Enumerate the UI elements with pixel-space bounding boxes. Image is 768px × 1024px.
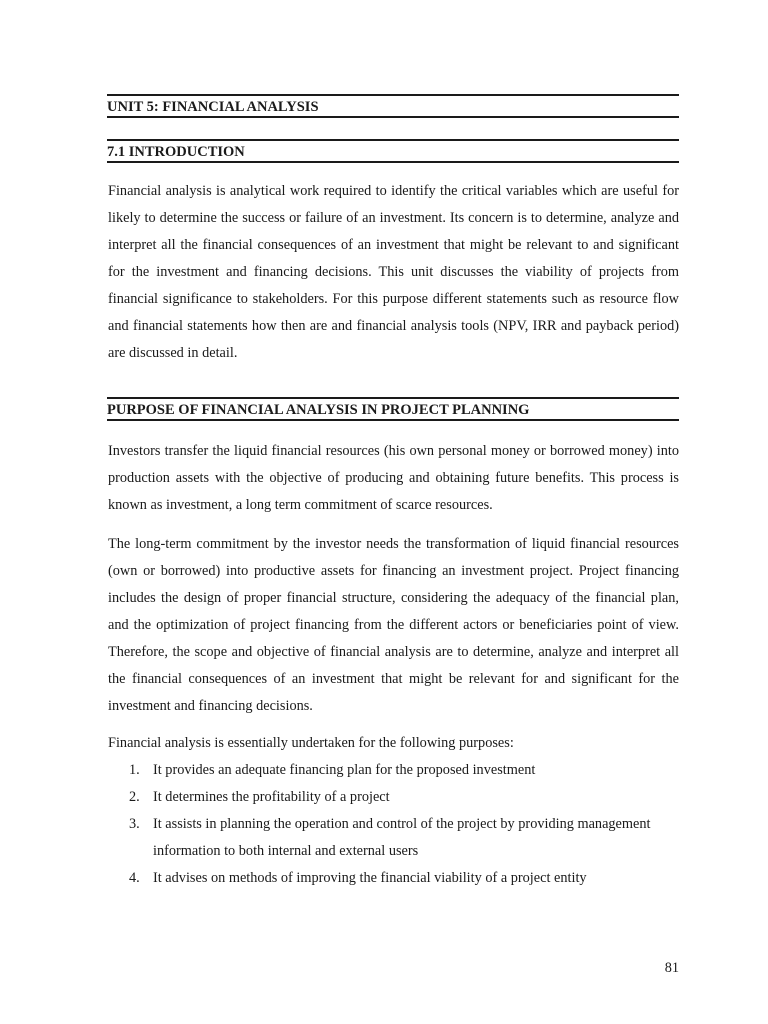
intro-heading-block: [107, 139, 679, 163]
purpose-paragraph-2: The long-term commitment by the investor needs the transformation of liquid financial resources (own or borrowed) into productive assets for financing an investment project. Project financing includes the design of proper financial structure, considering the adequacy of the financial plan, and the optimization of project financing from the different actors or beneficiaries point of view. Therefore, the scope and objective of financial analysis are to determine, analyze and interpret all the financial consequences of an investment that might be relevant for and significant for the investment and financing decisions.: [108, 536, 679, 714]
list-item-number: 1.: [129, 762, 140, 778]
unit-heading-block: [107, 94, 679, 118]
page-number: 81: [664, 960, 679, 976]
purpose-list: [108, 757, 679, 892]
list-item: [108, 811, 679, 865]
list-item: [108, 784, 679, 811]
intro-heading: 7.1 INTRODUCTION: [107, 144, 245, 160]
list-item-text: It advises on methods of improving the financial viability of a project entity: [153, 870, 587, 886]
list-item-number: 2.: [129, 789, 140, 805]
purpose-paragraph-1: Investors transfer the liquid financial resources (his own personal money or borrowed money) into production assets with the objective of producing and obtaining future benefits. This process is known as investment, a long term commitment of scarce resources.: [108, 443, 679, 513]
purpose-heading: PURPOSE OF FINANCIAL ANALYSIS IN PROJECT PLANNING: [107, 402, 530, 418]
list-item: [108, 757, 679, 784]
intro-paragraph: Financial analysis is analytical work required to identify the critical variables which are useful for likely to determine the success or failure of an investment. Its concern is to determine, analyze and interpret all the financial consequences of an investment that might be relevant to and significant for the investment and financing decisions. This unit discusses the viability of projects from financial significance to stakeholders. For this purpose different statements such as resource flow and financial statements how then are and financial analysis tools (NPV, IRR and payback period) are discussed in detail.: [108, 183, 679, 361]
unit-heading: UNIT 5: FINANCIAL ANALYSIS: [107, 99, 319, 115]
list-item-text: It assists in planning the operation and control of the project by providing management information to both internal and external users: [153, 816, 651, 859]
list-item-number: 4.: [129, 870, 140, 886]
purpose-heading-block: [107, 397, 679, 421]
list-item-text: It determines the profitability of a project: [153, 789, 390, 805]
list-intro: Financial analysis is essentially undertaken for the following purposes:: [108, 735, 514, 751]
list-item: [108, 865, 679, 892]
list-item-text: It provides an adequate financing plan for the proposed investment: [153, 762, 536, 778]
list-item-number: 3.: [129, 816, 140, 832]
